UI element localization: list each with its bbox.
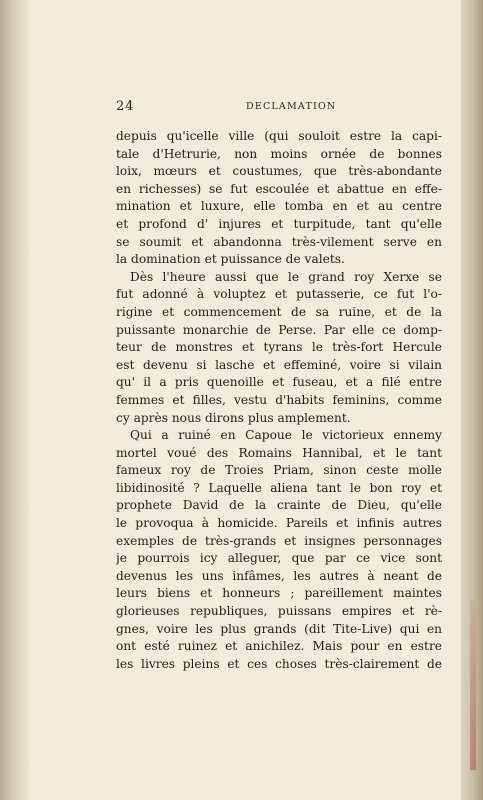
text-line: Dès l'heure aussi que le grand roy Xerxe se [130, 269, 442, 284]
text-line: ont esté ruinez et anichilez. Mais pour en estre [116, 639, 442, 654]
text-line: devenus les uns infâmes, les autres à neant de [116, 568, 442, 583]
text-line: le provoqua à homicide. Pareils et infinis autres [116, 516, 442, 531]
text-line: puissante monarchie de Perse. Par elle ce domp- [116, 322, 442, 337]
text-line: libidinosité ? Laquelle aliena tant le bon roy et [116, 480, 442, 495]
text-line: la domination et puissance de valets. [116, 252, 345, 267]
text-line: mortel voué des Romains Hannibal, et le tant [116, 445, 442, 460]
text-line: mination et luxure, elle tomba en et au centre [116, 199, 442, 214]
text-line: Qui a ruiné en Capoue le victorieux ennemy [130, 428, 442, 443]
text-line: et profond d' injures et turpitude, tant qu'elle [116, 216, 442, 231]
text-line: en richesses) se fut escoulée et abattue en effe- [116, 181, 442, 196]
text-line: fut adonné à voluptez et putasserie, ce fut l'o- [116, 287, 442, 302]
text-line: fameux roy de Troies Priam, sinon ceste molle [116, 463, 442, 478]
text-line: se soumit et abandonna très-vilement serve en [116, 234, 442, 249]
text-line: exemples de très-grands et insignes personnages [116, 533, 442, 548]
book-fore-edge [461, 0, 483, 800]
text-line: loix, mœurs et coustumes, que très-abondante [116, 164, 442, 179]
text-line: prophete David de la crainte de Dieu, qu'elle [116, 498, 442, 513]
text-line: rigine et commencement de sa ruine, et de la [116, 304, 442, 319]
text-line: qu' il a pris quenoille et fuseau, et a filé entre [116, 375, 442, 390]
text-line: femmes et filles, vestu d'habits feminins, comme [116, 392, 442, 407]
body-text [116, 128, 442, 673]
text-line: leurs biens et honneurs ; pareillement maintes [116, 586, 442, 601]
running-head: DECLAMATION [246, 101, 337, 112]
text-line: les livres pleins et ces choses très-clairement de [116, 656, 442, 671]
page-header [116, 99, 442, 119]
text-line: tale d'Hetrurie, non moins ornée de bonnes [116, 146, 442, 161]
text-line: est devenu si lasche et effeminé, voire si vilain [116, 357, 442, 372]
text-line: je pourrois icy alleguer, que par ce vice sont [116, 551, 442, 566]
text-line: depuis qu'icelle ville (qui souloit estre la capi- [116, 129, 442, 143]
page-number: 24 [116, 99, 135, 114]
text-line: cy après nous dirons plus amplement. [116, 410, 351, 425]
text-line: glorieuses republiques, puissans empires et rè- [116, 604, 442, 619]
text-line: teur de monstres et tyrans le très-fort Hercule [116, 340, 442, 355]
text-line: gnes, voire les plus grands (dit Tite-Live) qui en [116, 621, 442, 636]
book-gutter-shadow [0, 0, 30, 800]
